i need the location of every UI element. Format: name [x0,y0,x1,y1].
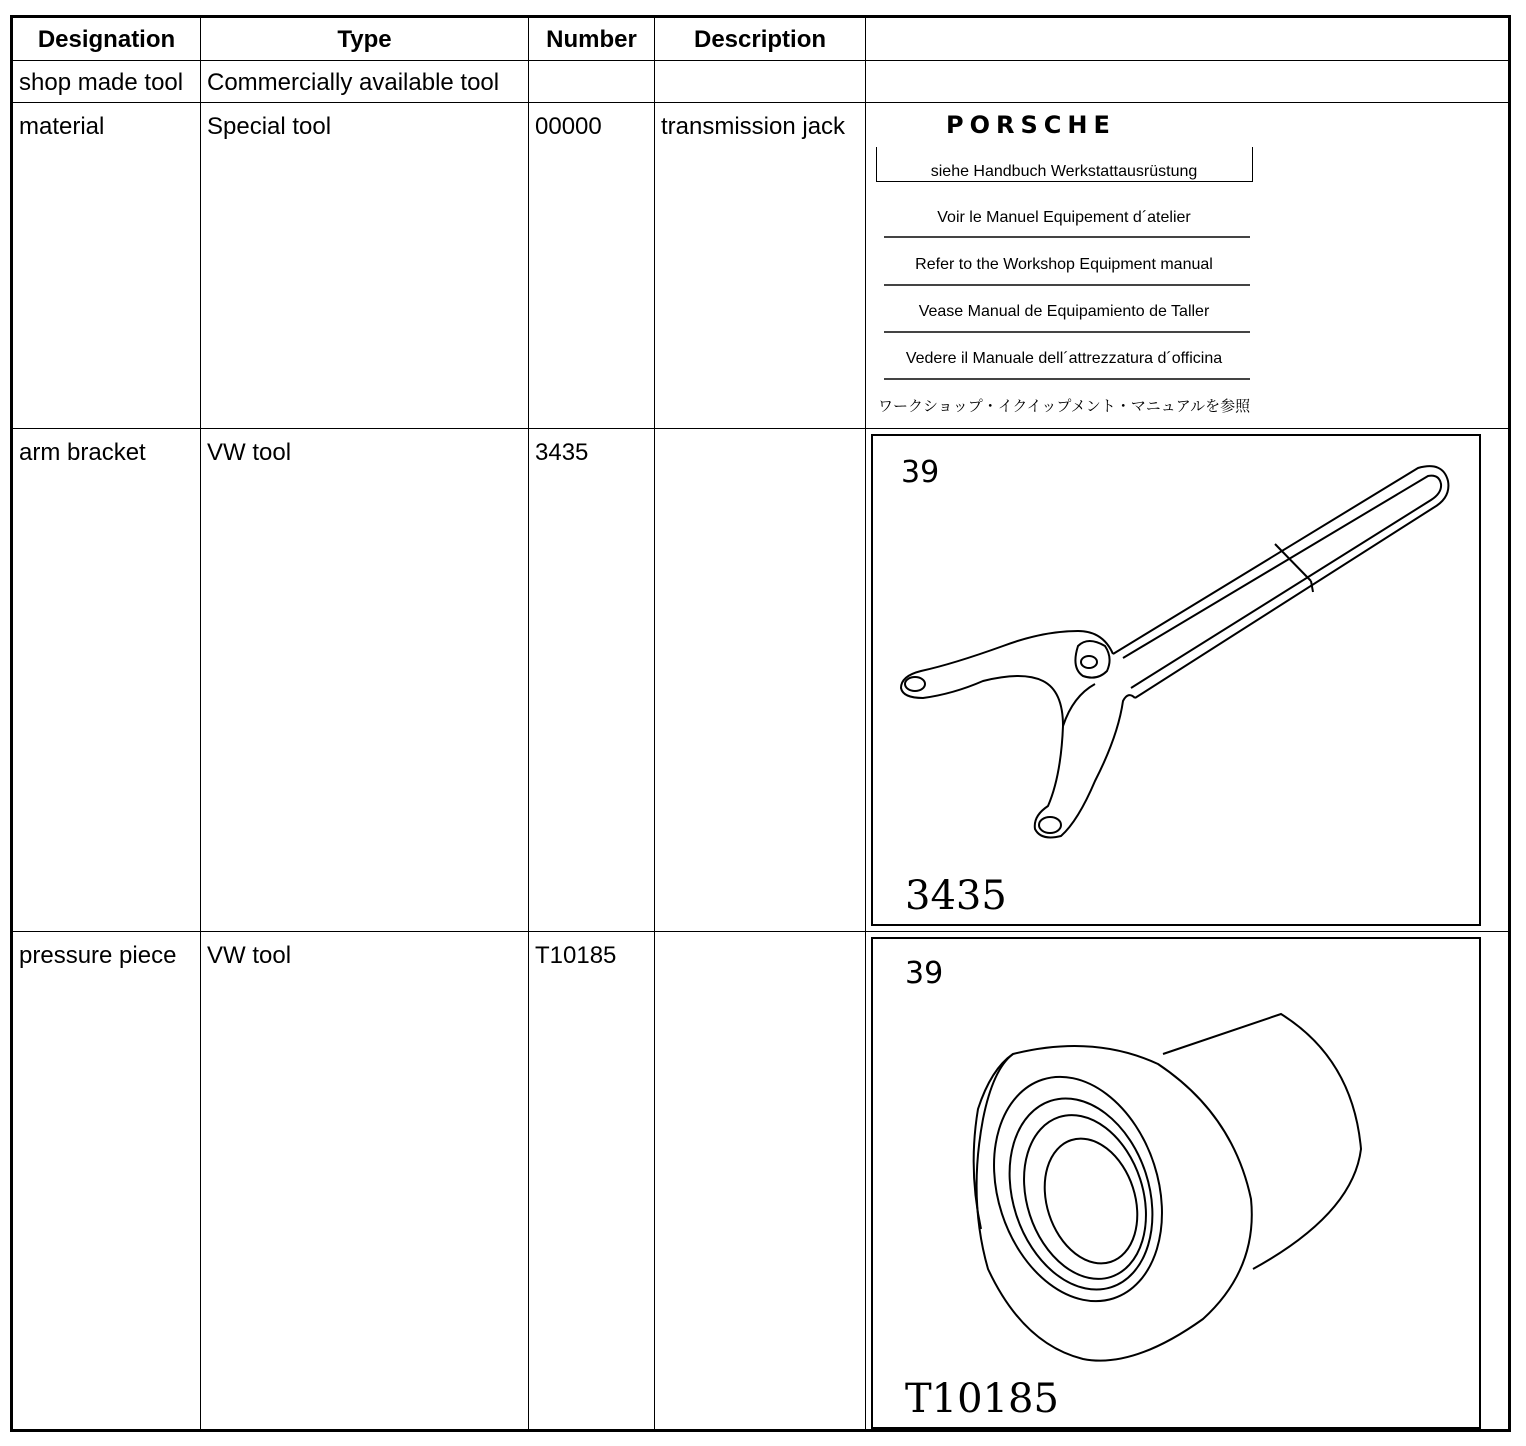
header-image [866,18,1508,61]
row3-type: VW tool [201,429,529,932]
reference-line-en: Refer to the Workshop Equipment manual [915,256,1213,273]
row1-description [655,61,866,103]
row4-designation: pressure piece [13,932,201,1429]
reference-line-ja: ワークショップ・イクイップメント・マニュアルを参照 [878,398,1251,415]
row1-designation: shop made tool [13,61,201,103]
figure-index: 39 [901,455,940,490]
porsche-reference-sheet [866,103,1266,429]
header-description: Description [655,18,866,61]
figure-label: T10185 [905,1376,1059,1422]
row4-type: VW tool [201,932,529,1429]
figure-index: 39 [905,956,944,991]
reference-line-it: Vedere il Manuale dell´attrezzatura d´officina [905,350,1223,367]
row4-number: T10185 [529,932,655,1429]
reference-divider [884,284,1250,286]
special-tools-table [10,15,1511,1432]
reference-line-es: Vease Manual de Equipamiento de Taller [918,303,1210,320]
reference-divider [884,236,1250,238]
row3-designation: arm bracket [13,429,201,932]
arm-bracket-figure [871,434,1481,926]
header-type: Type [201,18,529,61]
row2-type: Special tool [201,103,529,429]
row2-designation: material [13,103,201,429]
spanner-wrench-icon [873,436,1479,924]
reference-divider [884,378,1250,380]
row2-image [866,103,1508,429]
pressure-piece-figure [871,937,1481,1429]
row3-image [866,429,1508,932]
reference-divider [884,331,1250,333]
row1-image [866,61,1508,103]
header-number: Number [529,18,655,61]
row1-number [529,61,655,103]
row4-description [655,932,866,1429]
porsche-logo: PORSCHE [946,111,1116,139]
pressure-piece-icon [873,939,1479,1427]
row3-number: 3435 [529,429,655,932]
row2-description: transmission jack [655,103,866,429]
row2-number: 00000 [529,103,655,429]
figure-label: 3435 [905,873,1007,919]
reference-line-de: siehe Handbuch Werkstattausrüstung [930,163,1198,180]
row4-image [866,932,1508,1429]
reference-line-fr: Voir le Manuel Equipement d´atelier [937,209,1191,226]
row3-description [655,429,866,932]
row1-type: Commercially available tool [201,61,529,103]
header-designation: Designation [13,18,201,61]
